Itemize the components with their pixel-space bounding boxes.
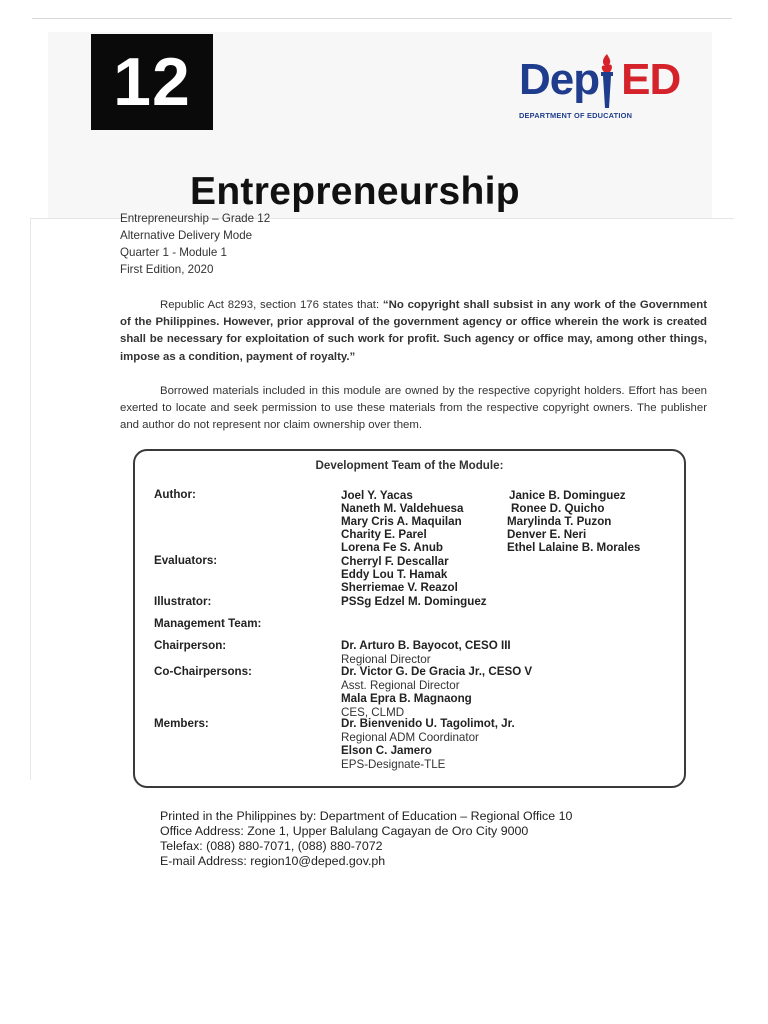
- footer-printed-by: Printed in the Philippines by: Department of Education – Regional Office 10: [160, 809, 573, 823]
- chairperson-role: Regional Director: [341, 653, 431, 666]
- management-team-label: Management Team:: [154, 617, 262, 630]
- co-chairpersons-label: Co-Chairpersons:: [154, 665, 252, 678]
- borrowed-text: Borrowed materials included in this module are owned by the respective copyright holders. Effort has been exerted to locate and seek permission to use these materials from the respective copyright owners. The publisher and author do not represent nor claim ownership over them.: [120, 385, 707, 432]
- members-label: Members:: [154, 717, 209, 730]
- chairperson-label: Chairperson:: [154, 639, 227, 652]
- meta-quarter-module: Quarter 1 - Module 1: [120, 246, 227, 259]
- logo-subtitle: DEPARTMENT OF EDUCATION: [519, 111, 633, 120]
- top-divider: [32, 18, 732, 19]
- meta-subject-grade: Entrepreneurship – Grade 12: [120, 212, 271, 225]
- author-name: Mary Cris A. Maquilan: [341, 515, 462, 528]
- member-name: Elson C. Jamero: [341, 744, 432, 757]
- author-name: Charity E. Parel: [341, 528, 427, 541]
- cover-title: Entrepreneurship: [190, 170, 520, 213]
- author-name: Ronee D. Quicho: [511, 502, 605, 515]
- footer-email: E-mail Address: region10@deped.gov.ph: [160, 854, 386, 868]
- footer-office-address: Office Address: Zone 1, Upper Balulang Cagayan de Oro City 9000: [160, 824, 529, 838]
- co-chairperson-name: Dr. Victor G. De Gracia Jr., CESO V: [341, 665, 533, 678]
- illustrator-name: PSSg Edzel M. Dominguez: [341, 595, 487, 608]
- borrowed-materials-notice: [120, 383, 707, 435]
- author-name: Joel Y. Yacas: [341, 489, 413, 502]
- chairperson-name: Dr. Arturo B. Bayocot, CESO III: [341, 639, 511, 652]
- copyright-intro: Republic Act 8293, section 176 states that:: [160, 299, 383, 311]
- torch-icon: [595, 52, 619, 112]
- team-title: Development Team of the Module:: [315, 459, 504, 472]
- page-edge: [30, 218, 31, 780]
- author-name: Naneth M. Valdehuesa: [341, 502, 464, 515]
- evaluator-name: Sherriemae V. Reazol: [341, 581, 458, 594]
- logo-dep: Dep: [519, 55, 600, 104]
- evaluator-name: Eddy Lou T. Hamak: [341, 568, 448, 581]
- footer-telefax: Telefax: (088) 880-7071, (088) 880-7072: [160, 839, 383, 853]
- meta-edition: First Edition, 2020: [120, 263, 214, 276]
- deped-logo: [519, 56, 681, 122]
- co-chairperson-role: CES, CLMD: [341, 706, 405, 719]
- module-meta: [120, 210, 270, 278]
- copyright-notice: [120, 297, 707, 366]
- evaluator-name: Cherryl F. Descallar: [341, 555, 449, 568]
- author-label: Author:: [154, 488, 196, 501]
- author-name: Denver E. Neri: [507, 528, 587, 541]
- member-role: Regional ADM Coordinator: [341, 731, 479, 744]
- copyright-quote: “No copyright shall subsist in any work of the Government of the Philippines. However, prior approval of the government agency or office wherein the work is created shall be necessary for exploitation of such work for profit. Such agency or office may, among other things, impose as a condition, payment of royalty.”: [120, 299, 707, 363]
- publisher-footer: [160, 809, 572, 869]
- grade-badge: 12: [91, 34, 213, 130]
- author-name: Ethel Lalaine B. Morales: [507, 541, 641, 554]
- member-name: Dr. Bienvenido U. Tagolimot, Jr.: [341, 717, 515, 730]
- evaluators-label: Evaluators:: [154, 554, 218, 567]
- member-role: EPS-Designate-TLE: [341, 758, 446, 771]
- meta-delivery-mode: Alternative Delivery Mode: [120, 229, 253, 242]
- logo-ed: ED: [621, 55, 681, 104]
- co-chairperson-name: Mala Epra B. Magnaong: [341, 692, 472, 705]
- co-chairperson-role: Asst. Regional Director: [341, 679, 460, 692]
- author-name: Janice B. Dominguez: [509, 489, 626, 502]
- author-name: Lorena Fe S. Anub: [341, 541, 443, 554]
- illustrator-label: Illustrator:: [154, 595, 212, 608]
- author-name: Marylinda T. Puzon: [507, 515, 612, 528]
